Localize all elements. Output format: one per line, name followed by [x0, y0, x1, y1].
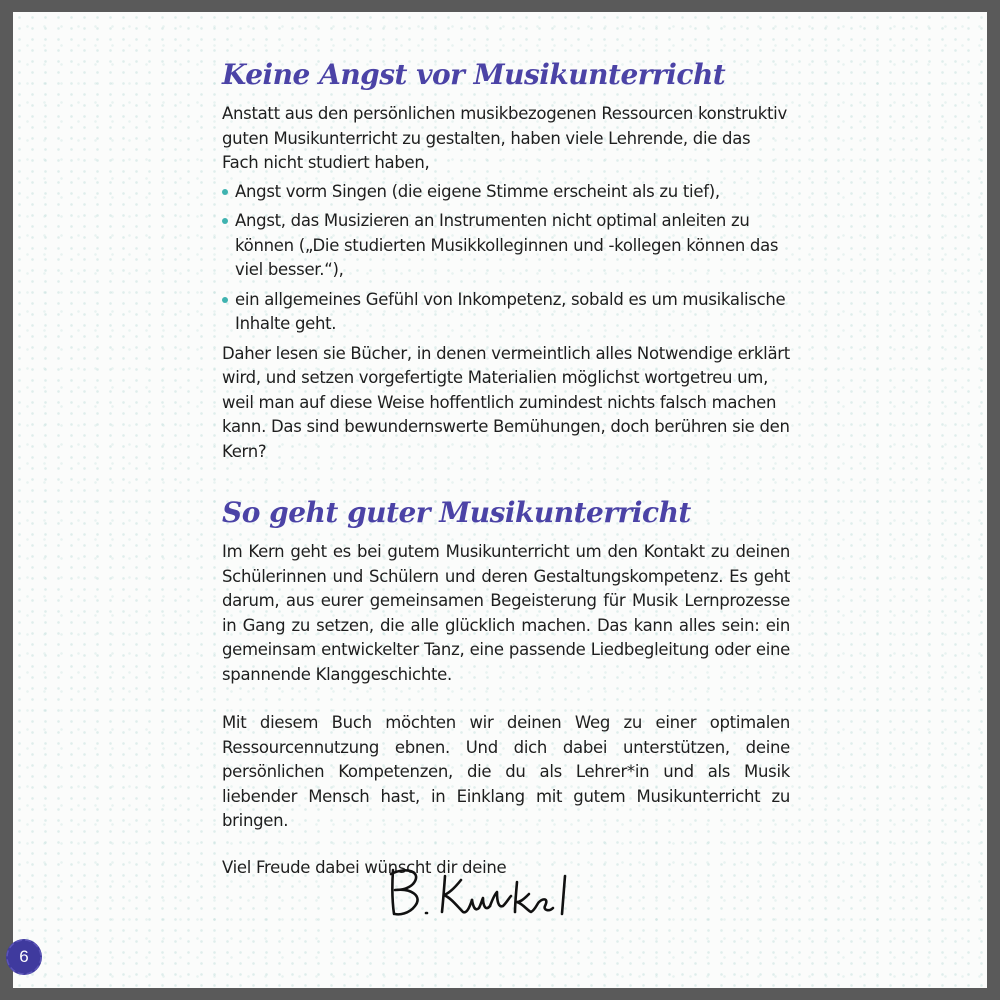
list-item: [222, 180, 790, 205]
bullet-dot-icon: [222, 189, 228, 195]
page-content: [222, 58, 790, 880]
page-number: 6: [19, 947, 29, 966]
bullet-list: [222, 180, 790, 337]
closing-line: Viel Freude dabei wünscht dir deine: [222, 857, 507, 877]
bullet-dot-icon: [222, 218, 228, 224]
list-item-text: Angst vorm Singen (die eigene Stimme erscheint als zu tief),: [235, 181, 720, 201]
list-item: [222, 209, 790, 283]
section2-paragraph-2: Mit diesem Buch möchten wir deinen Weg zu einer optimalen Ressourcennutzung ebnen. Und dich dabei unterstützen, deine persönlichen Kompetenzen, die du als Lehrer*in und als Musik liebender Mensch hast, in Einklang mit gutem Musikunterricht zu bringen.: [222, 713, 790, 830]
list-item-text: ein allgemeines Gefühl von Inkompetenz, sobald es um musikalische Inhalte geht.: [235, 289, 786, 333]
handwritten-signature: [383, 860, 583, 920]
bullet-dot-icon: [222, 297, 228, 303]
list-item: [222, 288, 790, 337]
section1-outro: Daher lesen sie Bücher, in denen vermeintlich alles Notwendige erklärt wird, und setzen vorgefertigte Materialien möglichst wortgetreu um, weil man auf diese Weise hoffentlich zumindest nichts falsch machen kann. Das sind bewundernswerte Bemühungen, doch berühren sie den Kern?: [222, 343, 790, 461]
list-item-text: Angst, das Musizieren an Instrumenten nicht optimal anleiten zu können („Die studierten Musikkolleginnen und -kollegen können das viel besser.“),: [235, 211, 779, 279]
section2-paragraph-1: Im Kern geht es bei gutem Musikunterricht um den Kontakt zu deinen Schülerinnen und Schülern und deren Gestaltungskompetenz. Es geht darum, aus eurer gemeinsamen Begeisterung für Musik Lernprozesse in Gang zu setzen, die alle glücklich machen. Das kann alles sein: ein gemeinsam entwickelter Tanz, eine passende Liedbegleitung oder eine spannende Klanggeschichte.: [222, 542, 790, 684]
section1-intro: Anstatt aus den persönlichen musikbezogenen Ressourcen konstruktiv guten Musikunterricht zu gestalten, haben viele Lehrende, die das Fach nicht studiert haben,: [222, 104, 787, 172]
section-heading-angst: Keine Angst vor Musikunterricht: [222, 58, 726, 91]
section-heading-guter-unterricht: So geht guter Musikunterricht: [222, 496, 691, 529]
book-page: [13, 12, 987, 988]
